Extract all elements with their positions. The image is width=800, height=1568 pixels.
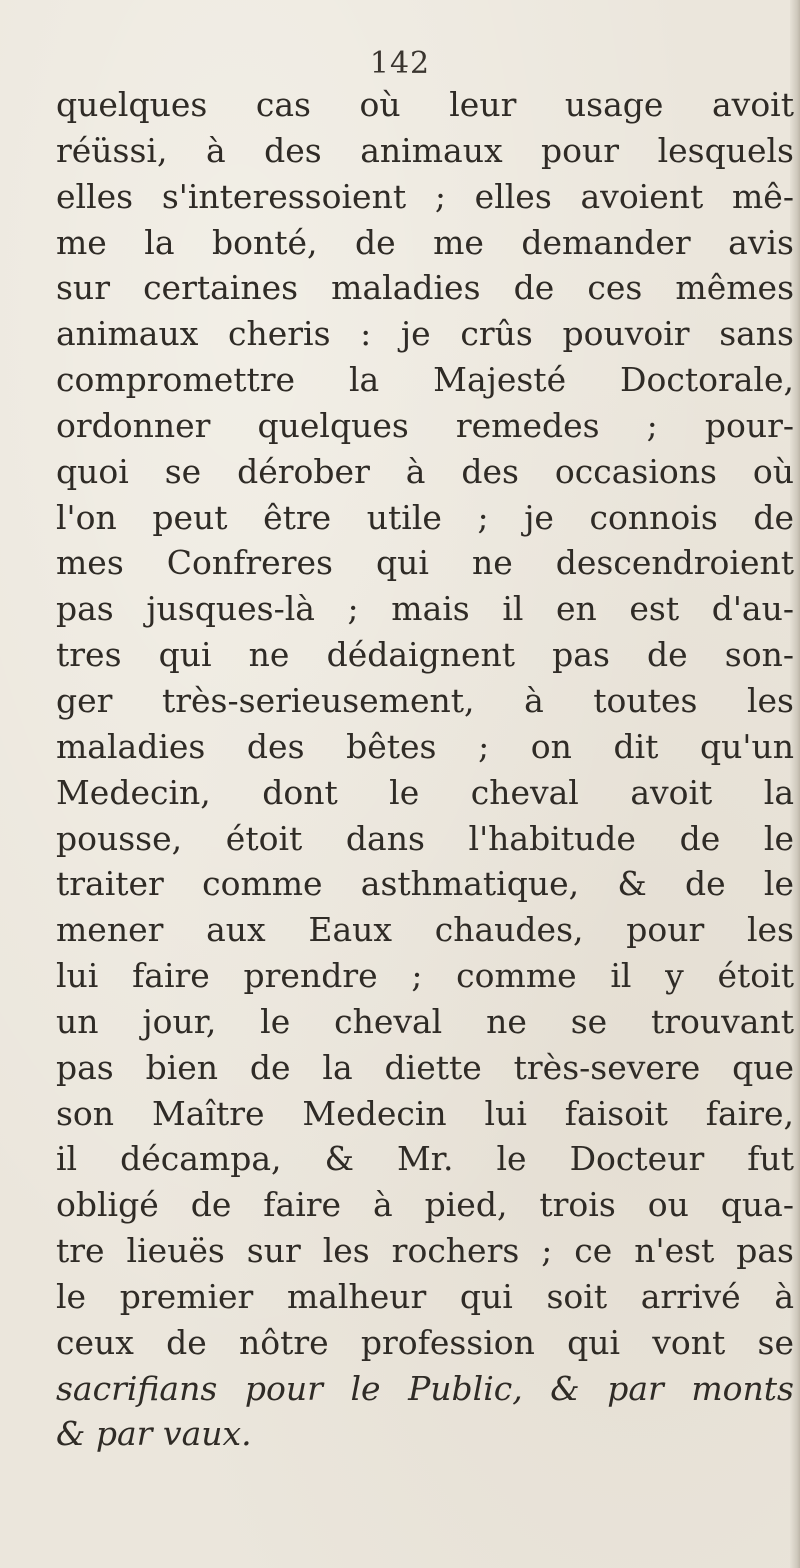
text-line: il décampa, & Mr. le Docteur fut <box>56 1139 794 1179</box>
text-line: compromettre la Majesté Doctorale, <box>56 360 794 400</box>
text-line: l'on peut être utile ; je connois de <box>56 497 794 537</box>
text-line: elles s'interessoient ; elles avoient mê- <box>56 176 794 216</box>
text-line: un jour, le cheval ne se trouvant <box>56 1001 794 1041</box>
text-line: lui faire prendre ; comme il y étoit <box>56 956 794 996</box>
text-line: ceux de nôtre profession qui vont se <box>56 1322 794 1362</box>
text-line: mes Confreres qui ne descendroient <box>56 543 794 583</box>
page-number: 142 <box>369 46 431 81</box>
text-line: pas jusques-là ; mais il en est d'au- <box>56 589 794 629</box>
text-line: ordonner quelques remedes ; pour- <box>56 405 794 445</box>
text-line: réüssi, à des animaux pour lesquels <box>56 130 794 170</box>
text-line: sur certaines maladies de ces mêmes <box>56 268 794 308</box>
text-line: sacrifians pour le Public, & par monts <box>56 1368 794 1408</box>
text-line: tres qui ne dédaignent pas de son- <box>56 635 794 675</box>
text-line: tre lieuës sur les rochers ; ce n'est pas <box>56 1231 794 1271</box>
body-text <box>56 82 794 1457</box>
text-line: Medecin, dont le cheval avoit la <box>56 772 794 812</box>
text-line: pas bien de la diette très-severe que <box>56 1047 794 1087</box>
text-line: mener aux Eaux chaudes, pour les <box>56 910 794 950</box>
text-line: animaux cheris : je crûs pouvoir sans <box>56 314 794 354</box>
text-line: obligé de faire à pied, trois ou qua- <box>56 1185 794 1225</box>
text-line: le premier malheur qui soit arrivé à <box>56 1276 794 1316</box>
text-line: pousse, étoit dans l'habitude de le <box>56 818 794 858</box>
text-line: quoi se dérober à des occasions où <box>56 451 794 491</box>
text-line: maladies des bêtes ; on dit qu'un <box>56 726 794 766</box>
text-line: ger très-serieusement, à toutes les <box>56 680 794 720</box>
text-line: & par vaux. <box>56 1414 252 1454</box>
text-line: son Maître Medecin lui faisoit faire, <box>56 1093 794 1133</box>
text-line: traiter comme asthmatique, & de le <box>56 864 794 904</box>
text-line: quelques cas où leur usage avoit <box>56 85 794 124</box>
text-line: me la bonté, de me demander avis <box>56 222 794 262</box>
